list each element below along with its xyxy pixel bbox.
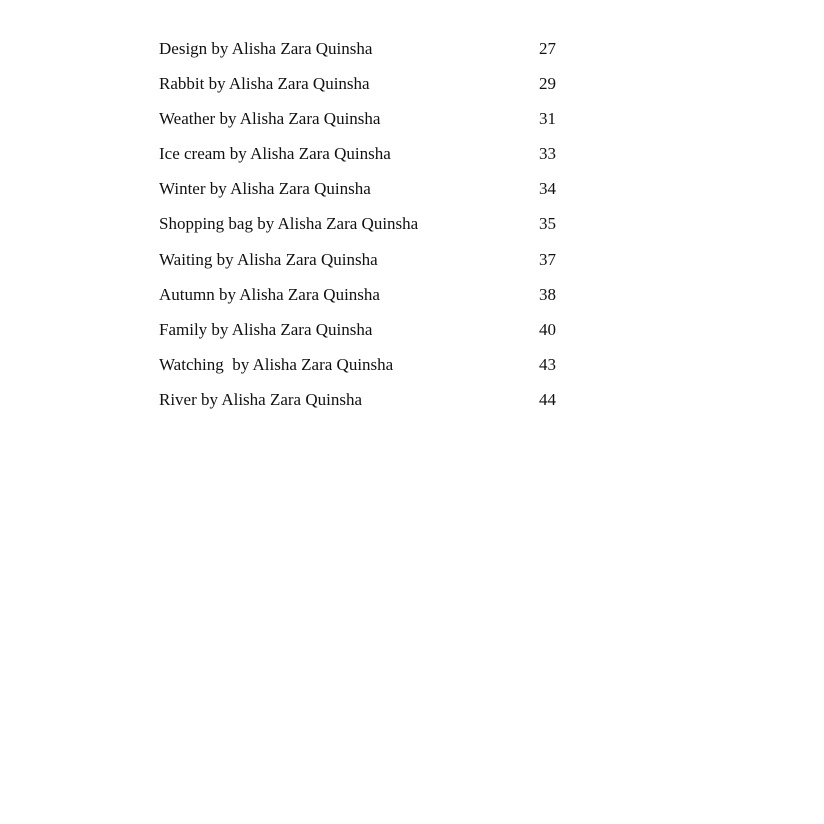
toc-entry-page-number: 31 xyxy=(539,109,556,129)
toc-entry-title: Ice cream by Alisha Zara Quinsha xyxy=(159,144,391,164)
toc-entry xyxy=(159,242,559,277)
toc-entry-title: River by Alisha Zara Quinsha xyxy=(159,389,363,409)
toc-entry-title: Weather by Alisha Zara Quinsha xyxy=(159,109,381,129)
toc-entry-title: Watching by Alisha Zara Quinsha xyxy=(159,354,394,374)
toc-entry xyxy=(159,312,559,347)
toc-entry-title: Shopping bag by Alisha Zara Quinsha xyxy=(159,214,419,234)
toc-entry-page-number: 43 xyxy=(539,354,556,374)
toc-entry-title: Rabbit by Alisha Zara Quinsha xyxy=(159,74,370,94)
toc-entry xyxy=(159,31,559,66)
toc-entry-page-number: 38 xyxy=(539,284,556,304)
toc-entry xyxy=(159,206,559,241)
toc-entry-title: Winter by Alisha Zara Quinsha xyxy=(159,179,371,199)
toc-entry-page-number: 40 xyxy=(539,319,556,339)
toc-entry-title: Family by Alisha Zara Quinsha xyxy=(159,319,373,339)
toc-entry-title: Autumn by Alisha Zara Quinsha xyxy=(159,284,380,304)
toc-entry xyxy=(159,347,559,382)
toc-entry-page-number: 44 xyxy=(539,389,556,409)
toc-entry xyxy=(159,382,559,417)
table-of-contents xyxy=(159,31,559,417)
toc-entry-page-number: 34 xyxy=(539,179,556,199)
toc-entry-title: Waiting by Alisha Zara Quinsha xyxy=(159,249,378,269)
toc-entry xyxy=(159,66,559,101)
toc-entry-page-number: 33 xyxy=(539,144,556,164)
toc-entry-title: Design by Alisha Zara Quinsha xyxy=(159,39,373,58)
toc-entry-page-number: 27 xyxy=(539,39,556,58)
toc-entry xyxy=(159,171,559,206)
toc-entry-page-number: 37 xyxy=(539,249,556,269)
toc-entry xyxy=(159,136,559,171)
toc-entry xyxy=(159,277,559,312)
toc-entry-page-number: 35 xyxy=(539,214,556,234)
toc-entry-page-number: 29 xyxy=(539,74,556,94)
toc-entry xyxy=(159,101,559,136)
